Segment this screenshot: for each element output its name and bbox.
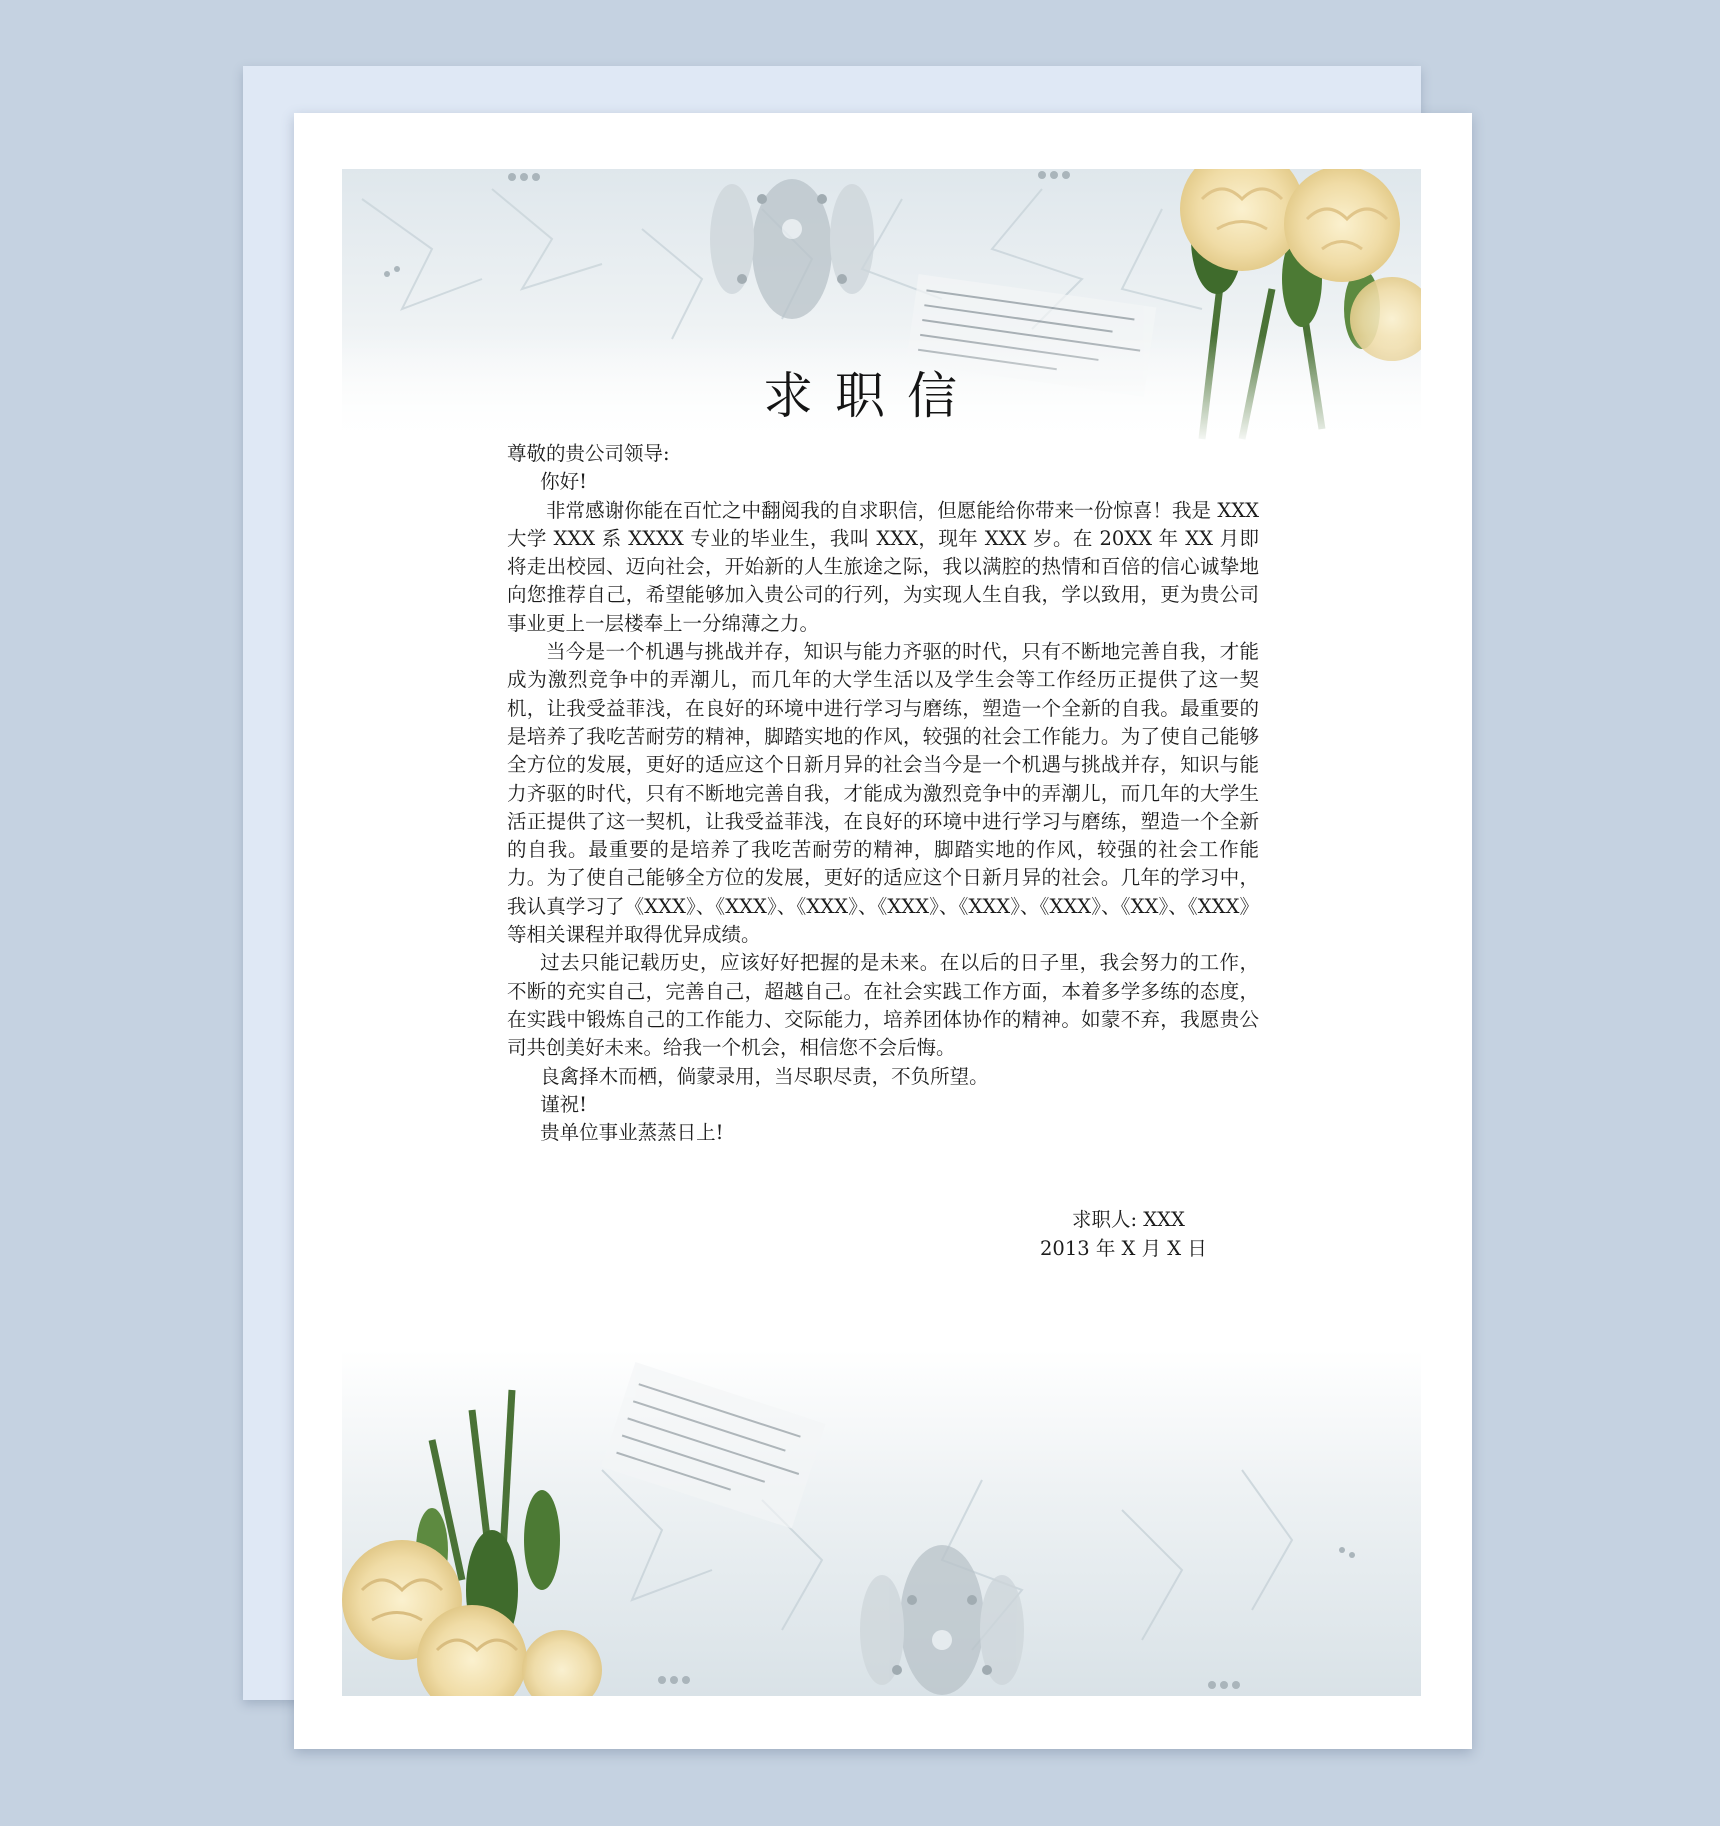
letter-regards: 谨祝! xyxy=(540,1092,587,1116)
bottom-floral-banner xyxy=(342,1350,1421,1696)
letter-title: 求职信 xyxy=(763,367,979,425)
letter-paragraph-1: 非常感谢你能在百忙之中翻阅我的自求职信，但愿能给你带来一份惊喜！我是 XXX 大学 XXX 系 XXXX 专业的毕业生，我叫 XXX，现年 XXX 岁。在 20XX 年 XX 月即将走出校园、迈向社会，开始新的人生旅途之际，我以满腔的热情和百倍的信心诚挚地向您推荐自己，希望能够加入贵公司的行列，为实现人生自我，学以致用，更为贵公司事业更上一层楼奉上一分绵薄之力。 xyxy=(507,498,1259,635)
letter-paragraph-3: 过去只能记载历史，应该好好把握的是未来。在以后的日子里，我会努力的工作，不断的充实自己，完善自己，超越自己。在社会实践工作方面，本着多学多练的态度，在实践中锻炼自己的工作能力、交际能力，培养团体协作的精神。如蒙不弃，我愿贵公司共创美好未来。给我一个机会，相信您不会后悔。 xyxy=(507,951,1259,1060)
letter-closing-line: 良禽择木而栖，倘蒙录用，当尽职尽责，不负所望。 xyxy=(540,1064,989,1088)
signer-name: 求职人: XXX xyxy=(1072,1208,1185,1231)
letter-paragraph-2: 当今是一个机遇与挑战并存，知识与能力齐驱的时代，只有不断地完善自我，才能成为激烈竞争中的弄潮儿，而几年的大学生活以及学生会等工作经历正提供了这一契机，让我受益菲浅，在良好的环境中进行学习与磨练，塑造一个全新的自我。最重要的是培养了我吃苦耐劳的精神，脚踏实地的作风，较强的社会工作能力。为了使自己能够全方位的发展，更好的适应这个日新月异的社会当今是一个机遇与挑战并存，知识与能力齐驱的时代，只有不断地完善自我，才能成为激烈竞争中的弄潮儿，而几年的大学生活正提供了这一契机，让我受益菲浅，在良好的环境中进行学习与磨练，塑造一个全新的自我。最重要的是培养了我吃苦耐劳的精神，脚踏实地的作风，较强的社会工作能力。为了使自己能够全方位的发展，更好的适应这个日新月异的社会。几年的学习中，我认真学习了《XXX》、《XXX》、《XXX》、《XXX》、《XXX》、《XXX》、《XX》、《XXX》等相关课程并取得优异成绩。 xyxy=(507,640,1259,947)
letter-greeting: 你好! xyxy=(540,470,587,494)
letter-date: 2013 年 X 月 X 日 xyxy=(1040,1237,1207,1260)
letter-salutation: 尊敬的贵公司领导: xyxy=(507,442,670,465)
letter-body xyxy=(507,440,1259,1147)
letter-wish: 贵单位事业蒸蒸日上! xyxy=(540,1121,724,1145)
letter-signature xyxy=(1040,1205,1300,1263)
carnation-banner-bottom-image xyxy=(342,1350,1421,1696)
